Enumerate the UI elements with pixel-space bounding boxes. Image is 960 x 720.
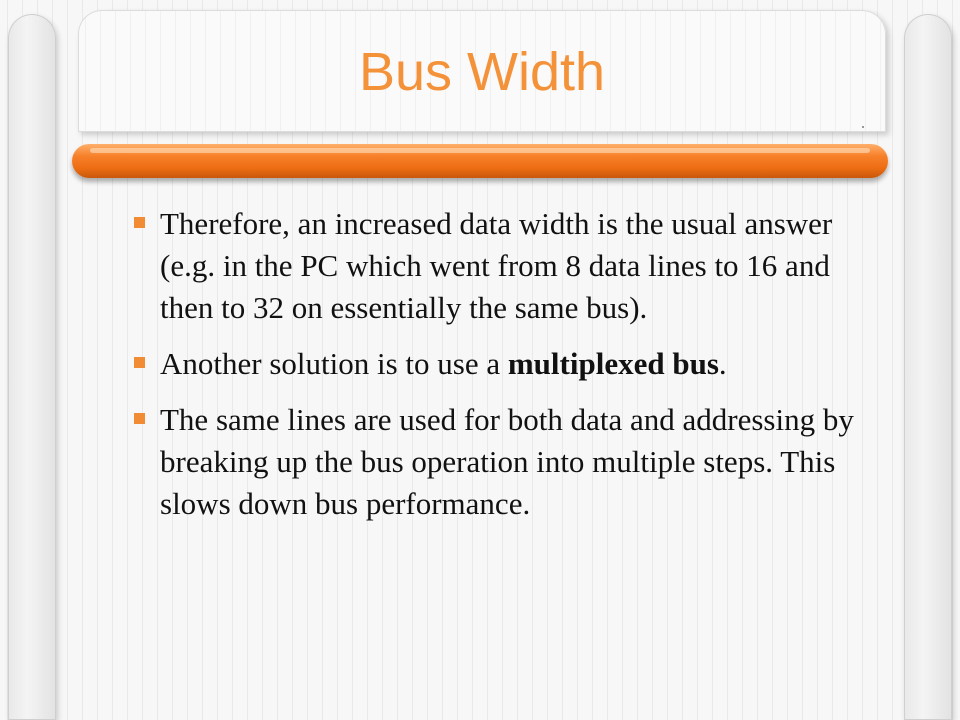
bullet-item (132, 203, 872, 329)
slide-title: Bus Width (358, 42, 606, 102)
bullet-item (132, 343, 872, 385)
bullet-text: The same lines are used for both data and addressing by breaking up the bus operation into multiple steps. This slows down bus performance. (160, 402, 854, 521)
bullet-bold-term: multiplexed bus (507, 346, 719, 381)
right-side-tab-decoration (904, 14, 952, 720)
bullet-text-prefix: Another solution is to use a (160, 346, 508, 381)
bullet-text: Therefore, an increased data width is the usual answer (e.g. in the PC which went from 8 data lines to 16 and then to 32 on essentially the same bus). (160, 206, 833, 325)
bullet-item (132, 399, 872, 525)
square-bullet-icon (134, 217, 145, 228)
title-underline-bar (72, 144, 888, 178)
square-bullet-icon (134, 357, 145, 368)
left-side-tab-decoration (8, 14, 56, 720)
bullet-list (132, 203, 872, 539)
square-bullet-icon (134, 413, 145, 424)
bullet-text-suffix: . (718, 346, 727, 381)
title-panel-dot (862, 126, 864, 128)
